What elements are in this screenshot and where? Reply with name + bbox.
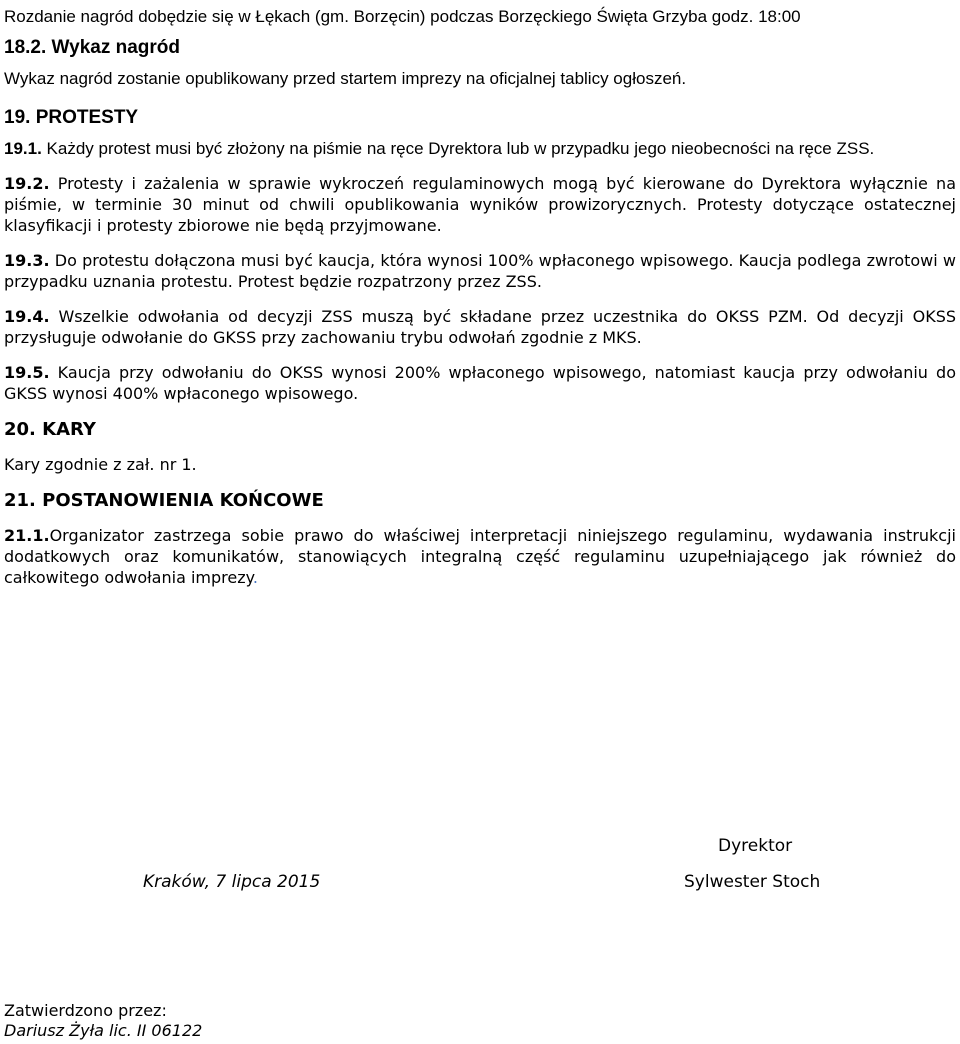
- signature-name: Sylwester Stoch: [684, 872, 821, 892]
- document-body: [4, 6, 956, 588]
- approval-label: Zatwierdzono przez:: [4, 1001, 167, 1020]
- item-number: 19.2.: [4, 174, 50, 193]
- item-19-1: [4, 138, 956, 159]
- section-21-heading: 21. POSTANOWIENIA KOŃCOWE: [4, 490, 324, 511]
- item-end-mark: .: [252, 568, 258, 587]
- item-number: 19.5.: [4, 363, 50, 382]
- intro-paragraph: Rozdanie nagród dobędzie się w Łękach (gm. Borzęcin) podczas Borzęckiego Święta Grzyba godz. 18:00: [4, 7, 801, 26]
- item-19-2: [4, 173, 956, 236]
- item-text: Protesty i zażalenia w sprawie wykroczeń regulaminowych mogą być kierowane do Dyrektora wyłącznie na piśmie, w terminie 30 minut od chwili opublikowania wyników prowizorycznych. Protesty dotyczące ostatecznej klasyfikacji i protesty zbiorowe nie będą przyjmowane.: [4, 174, 956, 235]
- section-18-2-heading: 18.2. Wykaz nagród: [4, 37, 180, 58]
- item-text: Do protestu dołączona musi być kaucja, która wynosi 100% wpłaconego wpisowego. Kaucja podlega zwrotowi w przypadku uznania protestu. Protest będzie rozpatrzony przez ZSS.: [4, 251, 956, 291]
- item-text: Organizator zastrzega sobie prawo do właściwej interpretacji niniejszego regulaminu, wydawania instrukcji dodatkowych oraz komunikatów, stanowiących integralną część regulaminu uzupełniającego jak również do całkowitego odwołania imprezy: [4, 526, 956, 587]
- item-text: Kaucja przy odwołaniu do OKSS wynosi 200% wpłaconego wpisowego, natomiast kaucja przy odwołaniu do GKSS wynosi 400% wpłaconego wpisowego.: [4, 363, 956, 403]
- item-text: Każdy protest musi być złożony na piśmie na ręce Dyrektora lub w przypadku jego nieobecności na ręce ZSS.: [41, 139, 875, 158]
- place-and-date: Kraków, 7 lipca 2015: [143, 872, 321, 892]
- section-19-heading: 19. PROTESTY: [4, 107, 139, 128]
- approval-name: Dariusz Żyła lic. II 06122: [4, 1021, 203, 1040]
- item-number: 19.4.: [4, 307, 50, 326]
- section-20-text: Kary zgodnie z zał. nr 1.: [4, 455, 197, 474]
- item-text: Wszelkie odwołania od decyzji ZSS muszą być składane przez uczestnika do OKSS PZM. Od decyzji OKSS przysługuje odwołanie do GKSS przy zachowaniu trybu odwołań zgodnie z MKS.: [4, 307, 956, 347]
- item-19-3: [4, 250, 956, 292]
- item-number: 21.1.: [4, 526, 50, 545]
- item-19-4: [4, 306, 956, 348]
- signature-title: Dyrektor: [718, 836, 793, 856]
- item-19-5: [4, 362, 956, 404]
- item-number: 19.3.: [4, 251, 50, 270]
- item-21-1: [4, 525, 956, 588]
- item-number: 19.1.: [4, 139, 42, 158]
- section-18-2-text: Wykaz nagród zostanie opublikowany przed startem imprezy na oficjalnej tablicy ogłoszeń.: [4, 69, 687, 88]
- section-20-heading: 20. KARY: [4, 419, 96, 440]
